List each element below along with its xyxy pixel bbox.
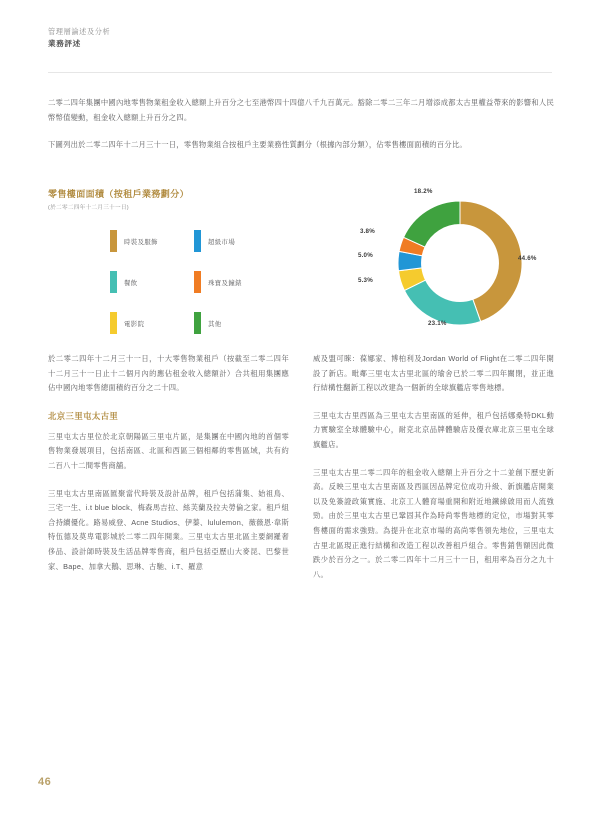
right-paragraph-3: 三里屯太古里二零二四年的租金收入總額上升百分之十二並創下歷史新高。反映三里屯太古里南區及西區因品牌定位成功升級、新旗艦店開業以及免簽證政策實施、北京工人體育場重開和附近地鐵線啟用而人流強勁。由於三里屯太古里已鞏固其作為時尚零售地標的定位，市場對其零售樓面的需求強勁。為提升在北京市場的高尚零售領先地位，三里屯太古里北區現正進行結構和改造工程以改善租戶組合。零售銷售額因此微跌少於百分之一。於二零二四年十二月三十一日，租用率為百分之九十八。 bbox=[313, 467, 554, 579]
slice-label-dining: 23.1% bbox=[428, 320, 447, 327]
donut-slice bbox=[404, 280, 480, 325]
legend-swatch-icon bbox=[110, 271, 117, 293]
legend-item-fashion bbox=[110, 230, 158, 252]
intro-paragraph-2: 下圖列出於二零二四年十二月三十一日，零售物業組合按租戶主要業務性質劃分（根據內部分類），佔零售樓面面積的百分比。 bbox=[48, 140, 467, 149]
running-header bbox=[48, 26, 448, 50]
body-columns bbox=[48, 352, 554, 595]
slice-label-jewellery: 3.8% bbox=[360, 228, 375, 235]
right-paragraph-1: 威及盟可睞：葆娜家、博柏利及Jordan World of Flight在二零二四年開設了新店。毗鄰三里屯太古里北區的瑜舍已於二零二四年關閉，並正進行結構性翻新工程以改建為一個新的全球旗艦店零售地標。 bbox=[313, 354, 554, 393]
legend-swatch-icon bbox=[110, 230, 117, 252]
body-column-right bbox=[313, 352, 554, 595]
legend-label: 電影院 bbox=[124, 320, 145, 328]
header-section-label: 管理層論述及分析 bbox=[48, 27, 111, 36]
left-paragraph-3: 三里屯太古里南區匯聚當代時裝及設計品牌，租戶包括蒲集、始祖鳥、三宅一生、i.t blue block、梅森馬吉拉、絲芙蘭及拉夫勞倫之家。租戶組合持續優化。路易威登、Acne Studios、伊蓁、lululemon、薇薇恩‧韋斯特伍德及莫卑電影城於二零二四年開業。三里屯太古里北區主要網羅奢侈品、設計師時裝及生活品牌零售商，租戶包括亞歷山大麥昆、巴黎世家、Bape、加拿大鵝、思琳、古馳、i.T、羅意 bbox=[48, 488, 289, 571]
legend-swatch-icon bbox=[110, 312, 117, 334]
legend-label: 超級市場 bbox=[207, 238, 236, 246]
legend-item-cinema bbox=[110, 312, 158, 334]
chart-subtitle: (於二零二四年十二月三十一日) bbox=[48, 205, 129, 211]
chart-title: 零售樓面面積（按租戶業務劃分） bbox=[48, 189, 190, 199]
section-heading-taikoo-li-sanlitun: 北京三里屯太古里 bbox=[48, 410, 119, 421]
legend-item-dining bbox=[110, 271, 158, 293]
legend-label: 時裝及服飾 bbox=[124, 238, 158, 246]
legend-item-supermarket bbox=[194, 230, 242, 252]
slice-label-others: 18.2% bbox=[414, 188, 433, 195]
header-subsection-label: 業務評述 bbox=[48, 39, 81, 48]
slice-label-cinema: 5.3% bbox=[358, 277, 373, 284]
slice-label-supermarket: 5.0% bbox=[358, 252, 373, 259]
legend-label: 其他 bbox=[207, 320, 222, 328]
legend-swatch-icon bbox=[194, 271, 201, 293]
slice-label-fashion: 44.6% bbox=[518, 255, 537, 262]
intro-paragraph-1: 二零二四年集團中國內地零售物業租金收入總額上升百分之七至港幣四十四億八千九百萬元。豁除二零二三年二月增添成都太古里權益帶來的影響和人民幣幣值變動，租金收入總額上升百分之四。 bbox=[48, 98, 554, 122]
body-column-left bbox=[48, 352, 289, 595]
legend-label: 珠寶及鐘錶 bbox=[207, 279, 242, 287]
right-paragraph-2: 三里屯太古里西區為三里屯太古里南區的延伸，租戶包括娜桑特DKL動力實驗室全球體驗中心，耐克北京品牌體驗店及優衣庫北京三里屯全球旗艦店。 bbox=[313, 410, 554, 449]
header-divider bbox=[48, 72, 552, 73]
donut-chart-svg bbox=[366, 190, 554, 336]
donut-slice bbox=[404, 201, 460, 247]
retail-floor-area-chart bbox=[48, 188, 554, 338]
legend-item-others bbox=[194, 312, 242, 334]
donut-chart bbox=[358, 188, 554, 336]
legend-label: 餐飲 bbox=[124, 279, 138, 287]
intro-section bbox=[48, 96, 554, 166]
page-number: 46 bbox=[38, 776, 52, 788]
legend-swatch-icon bbox=[194, 312, 201, 334]
legend-item-jewellery bbox=[194, 271, 242, 293]
legend-column-1 bbox=[110, 230, 158, 334]
chart-legend bbox=[110, 230, 242, 334]
left-paragraph-1: 於二零二四年十二月三十一日，十大零售物業租戶（按截至二零二四年十二月三十一日止十二個月內的應佔租金收入總額計）合共租用集團應佔中國內地零售總面積約百分之二十四。 bbox=[48, 354, 289, 393]
legend-swatch-icon bbox=[194, 230, 201, 252]
left-paragraph-2: 三里屯太古里位於北京朝陽區三里屯片區，是集團在中國內地的首個零售物業發展項目，包括南區、北區和西區三個相鄰的零售區域，共有約二百八十二間零售商舖。 bbox=[48, 431, 289, 470]
legend-column-2 bbox=[194, 230, 242, 334]
